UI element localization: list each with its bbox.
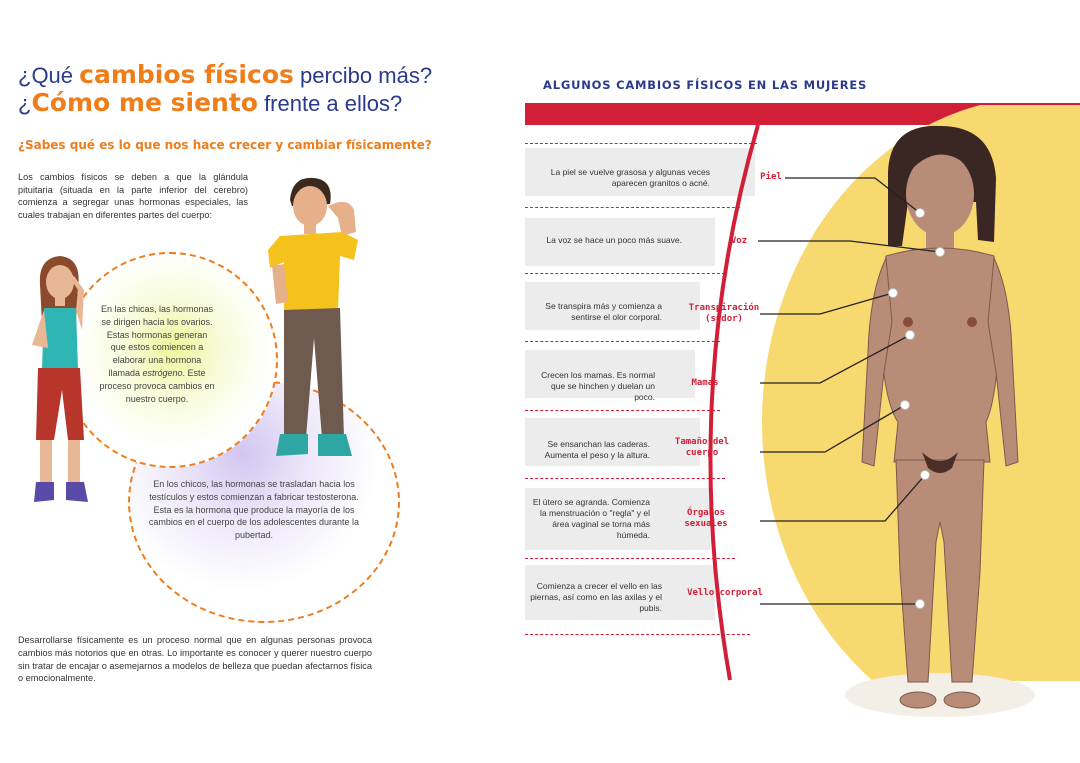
section-title: ALGUNOS CAMBIOS FÍSICOS EN LAS MUJERES — [543, 78, 868, 92]
change-desc-organos: El útero se agranda. Comienza la menstruación o "regla" y el área vaginal se torna más húmeda. — [532, 497, 650, 540]
label-vello: Vello corporal — [687, 588, 763, 598]
change-desc-piel: La piel se vuelve grasosa y algunas veces aparecen granitos o acné. — [550, 167, 710, 188]
label-organos: Órganos sexuales — [684, 508, 728, 529]
label-mamas: Mamas — [691, 378, 719, 388]
label-piel: Piel — [760, 172, 782, 182]
change-desc-mamas: Crecen los mamas. Es normal que se hinchen y duelan un poco. — [541, 370, 655, 402]
boys-hormone-text: En los chicos, las hormonas se trasladan hacia los testículos y estos comienzan a fabricar testosterona. Esta es la hormona que produce la mayoría de los cambios en el cuerpo de los adolescentes durante la pubertad. — [148, 479, 360, 541]
page-title-line-1: ¿Qué cambios físicos percibo más? — [18, 60, 433, 89]
label-voz: Voz — [730, 236, 748, 246]
boy-illustration — [262, 170, 364, 460]
change-desc-voz: La voz se hace un poco más suave. — [546, 235, 682, 245]
girl-illustration — [18, 250, 108, 515]
timeline-arc — [670, 125, 780, 685]
intro-paragraph: Los cambios físicos se deben a que la glándula pituitaria (situada en la parte inferior del cerebro) comienza a segregar unas hormonas especiales, las cuales trabajan en diferentes partes del cuerpo: — [18, 172, 248, 220]
label-transpiracion: Transpiración (sudor) — [688, 303, 760, 324]
section-question: ¿Sabes qué es lo que nos hace crecer y cambiar físicamente? — [18, 138, 432, 152]
label-tamano: Tamaño del cuerpo — [674, 437, 730, 458]
girls-hormone-text: En las chicas, las hormonas se dirigen hacia los ovarios. Estas hormonas generan que estos comiencen a elaborar una hormona llamada estrógeno. Este proceso provoca cambios en nuestro cuerpo. — [99, 304, 215, 404]
page-title-line-2: ¿Cómo me siento frente a ellos? — [18, 88, 403, 117]
closing-paragraph: Desarrollarse físicamente es un proceso normal que en algunas personas provoca cambios más notorios que en otras. Lo importante es conocer y querer nuestro cuerpo sin tratar de encajar o asemejarnos a modelos de belleza que puedan afectarnos física o emocionalmente. — [18, 635, 372, 684]
change-desc-transpiracion: Se transpira más y comienza a sentirse el olor corporal. — [545, 301, 662, 322]
change-desc-tamano: Se ensanchan las caderas. Aumenta el peso y la altura. — [544, 439, 650, 460]
change-desc-vello: Comienza a crecer el vello en las piernas, así como en las axilas y el pubis. — [530, 581, 662, 613]
woman-illustration — [840, 122, 1040, 722]
